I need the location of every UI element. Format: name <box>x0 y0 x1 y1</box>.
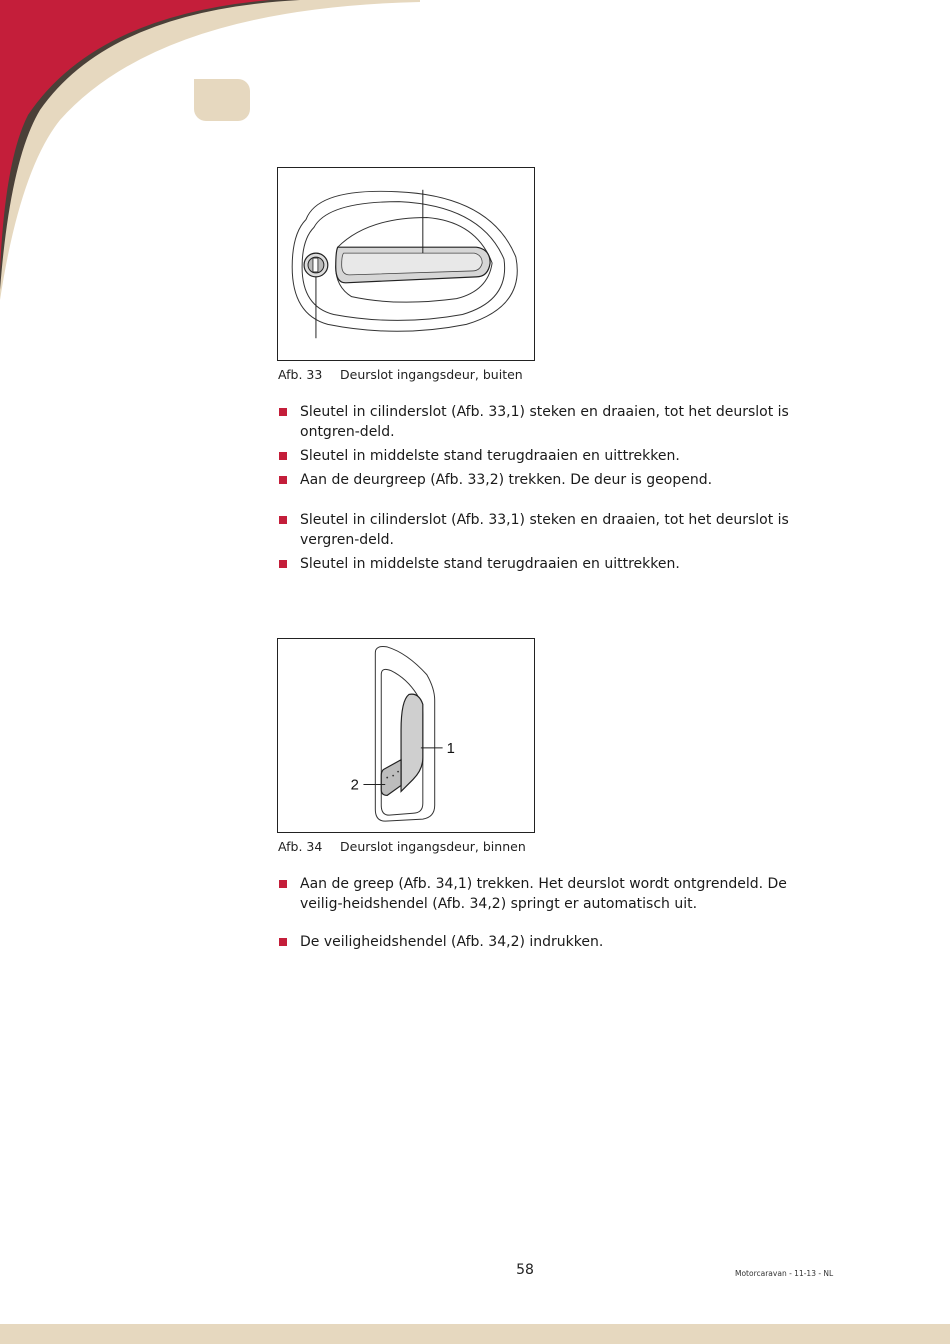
figure-33-caption <box>278 367 523 382</box>
list-item: De veiligheidshendel (Afb. 34,2) indrukken. <box>278 933 823 953</box>
lock-steps-list <box>278 511 823 579</box>
unlock-steps-list <box>278 403 823 495</box>
inside-lock-list <box>278 933 823 957</box>
square-bullet-icon <box>279 452 287 460</box>
list-item: Sleutel in middelste stand terugdraaien en uittrekken. <box>278 555 823 575</box>
square-bullet-icon <box>279 938 287 946</box>
figure-34-door-handle-inside <box>277 638 535 833</box>
square-bullet-icon <box>279 516 287 524</box>
list-item: Sleutel in cilinderslot (Afb. 33,1) steken en draaien, tot het deurslot is ontgren-deld. <box>278 403 823 442</box>
figure-33-caption-text: Deurslot ingangsdeur, buiten <box>340 367 523 382</box>
list-item: Aan de deurgreep (Afb. 33,2) trekken. De deur is geopend. <box>278 471 823 491</box>
chapter-tab <box>194 79 250 121</box>
square-bullet-icon <box>279 560 287 568</box>
bottom-band <box>0 1324 950 1344</box>
page-number: 58 <box>516 1262 534 1278</box>
square-bullet-icon <box>279 408 287 416</box>
figure-34-caption <box>278 839 526 854</box>
door-handle-outside-illustration <box>278 168 534 360</box>
figure-33-door-handle-outside <box>277 167 535 361</box>
list-item: Sleutel in cilinderslot (Afb. 33,1) steken en draaien, tot het deurslot is vergren-deld. <box>278 511 823 550</box>
callout-2: 2 <box>350 777 359 794</box>
document-id: Motorcaravan - 11-13 - NL <box>735 1269 834 1278</box>
list-item: Sleutel in middelste stand terugdraaien en uittrekken. <box>278 447 823 467</box>
inside-unlock-list <box>278 875 823 919</box>
list-item: Aan de greep (Afb. 34,1) trekken. Het deurslot wordt ontgrendeld. De veilig-heidshendel (Afb. 34,2) springt er automatisch uit. <box>278 875 823 914</box>
figure-33-label: Afb. 33 <box>278 367 323 382</box>
square-bullet-icon <box>279 476 287 484</box>
square-bullet-icon <box>279 880 287 888</box>
figure-34-caption-text: Deurslot ingangsdeur, binnen <box>340 839 526 854</box>
door-handle-inside-illustration <box>278 639 534 832</box>
callout-1: 1 <box>446 740 455 757</box>
figure-34-label: Afb. 34 <box>278 839 323 854</box>
